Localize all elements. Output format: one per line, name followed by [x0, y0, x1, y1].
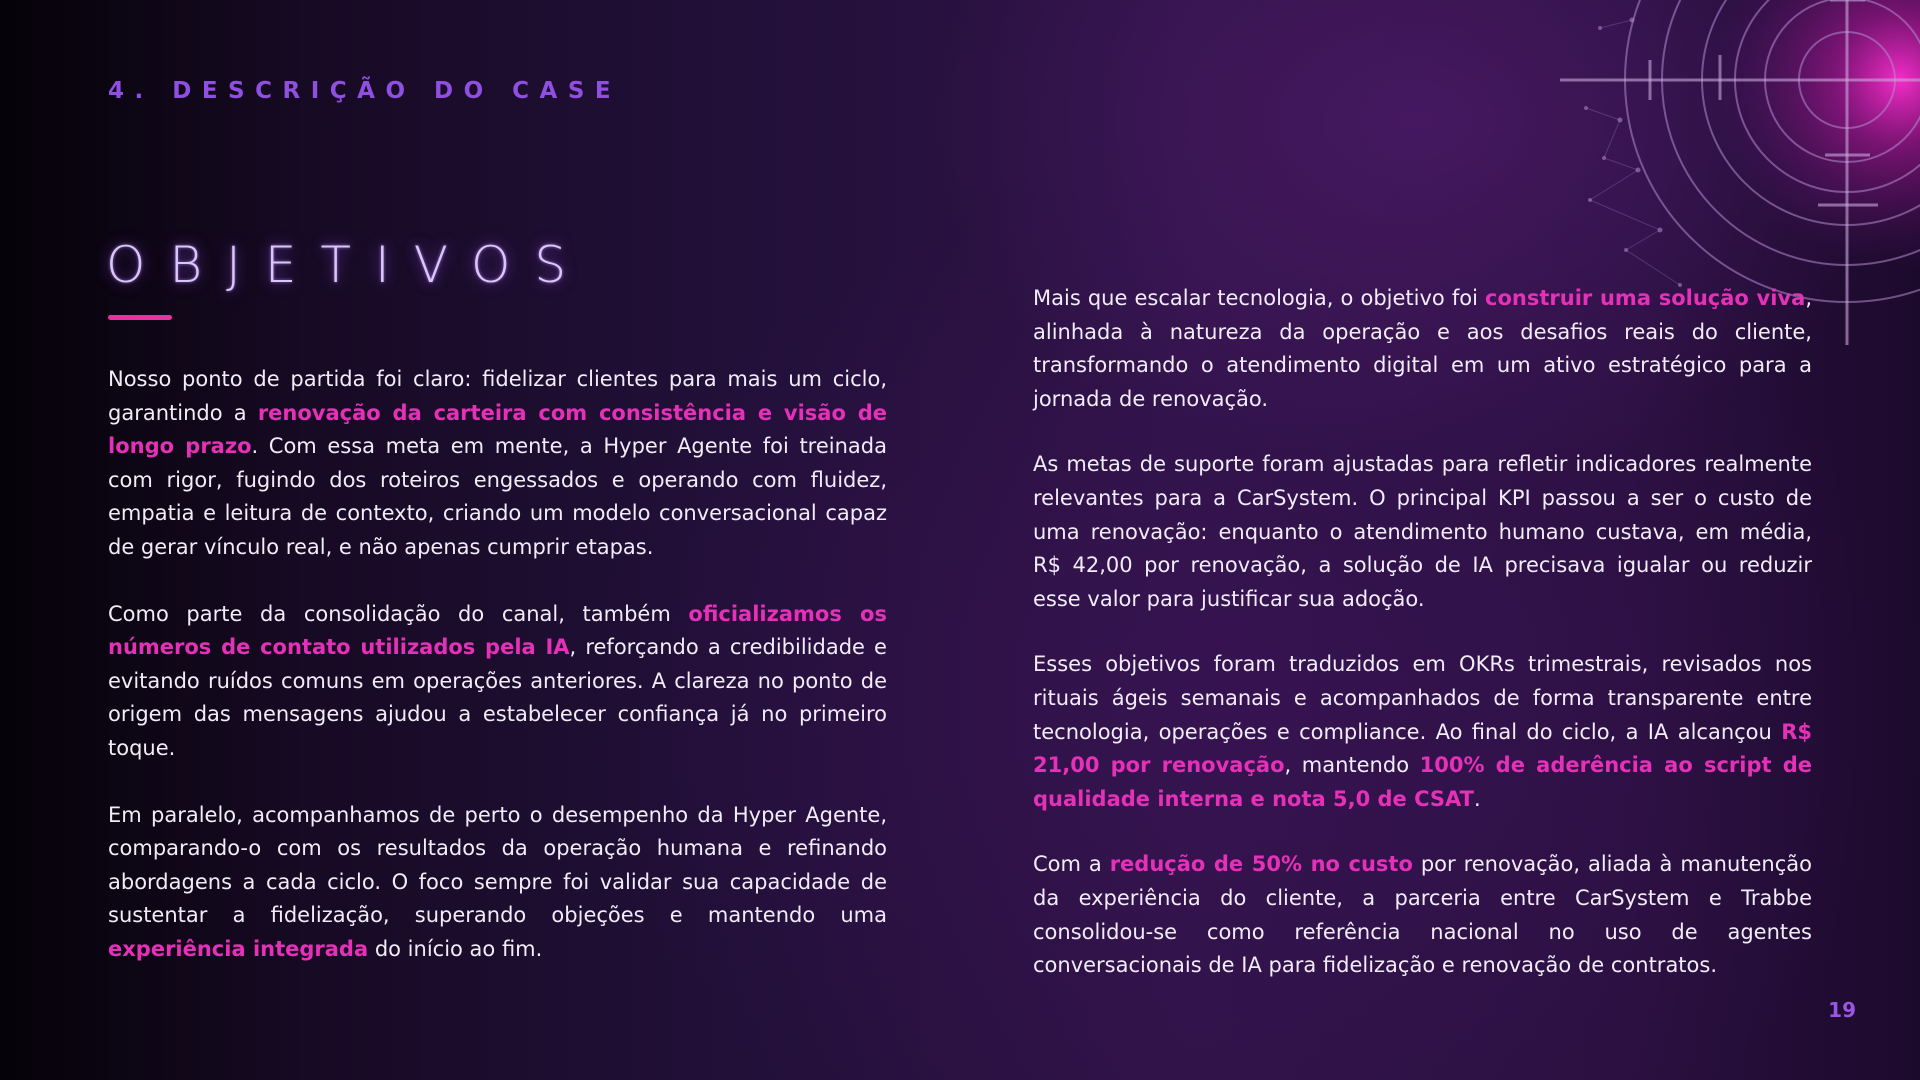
page-title: OBJETIVOS: [106, 236, 591, 294]
body-text: , reforçando a credibilidade e evitando ruídos comuns em operações anteriores. A clareza no ponto de origem das mensagens ajudou a estabelecer confiança já no primeiro toque.: [108, 635, 887, 760]
left-column: [108, 363, 887, 967]
highlight-text: oficializamos os números de contato utilizados pela IA: [108, 601, 887, 660]
section-label: 4. DESCRIÇÃO DO CASE: [108, 78, 622, 104]
highlight-text: R$ 21,00 por renovação: [1033, 719, 1812, 778]
body-text: do início ao fim.: [368, 936, 543, 961]
body-text: . Com essa meta em mente, a Hyper Agente foi treinada com rigor, fugindo dos roteiros engessados e operando com fluidez, empatia e leitura de contexto, criando um modelo conversacional capaz de gerar vínculo real, e não apenas cumprir etapas.: [108, 434, 887, 559]
body-text: Como parte da consolidação do canal, também: [108, 601, 689, 626]
paragraph: [108, 363, 887, 565]
body-text: , mantendo: [1284, 753, 1420, 778]
highlight-text: construir uma solução viva: [1485, 286, 1806, 310]
paragraph: [1033, 282, 1812, 416]
paragraph: [108, 799, 887, 967]
paragraph: [1033, 648, 1812, 816]
body-text: , alinhada à natureza da operação e aos desafios reais do cliente, transformando o atendimento digital em um ativo estratégico para a jornada de renovação.: [1033, 286, 1812, 411]
paragraph: [1033, 448, 1812, 616]
right-column: [1033, 282, 1812, 983]
highlight-text: redução de 50% no custo: [1109, 852, 1413, 877]
highlight-text: experiência integrada: [108, 936, 369, 961]
title-underline: [108, 315, 172, 320]
highlight-text: renovação da carteira com consistência e visão de longo prazo: [108, 400, 888, 459]
paragraph: [1033, 848, 1812, 982]
body-text: Nosso ponto de partida foi claro: fidelizar clientes para mais um ciclo, garantindo a: [108, 367, 887, 425]
body-text: As metas de suporte foram ajustadas para refletir indicadores realmente relevantes para a CarSystem. O principal KPI passou a ser o custo de uma renovação: enquanto o atendimento humano custava, em média, R$ 42,00 por renovação, a solução de IA precisava igualar ou reduzir esse valor para justificar sua adoção.: [1033, 452, 1812, 611]
body-text: Mais que escalar tecnologia, o objetivo foi: [1033, 286, 1486, 310]
body-text: Em paralelo, acompanhamos de perto o desempenho da Hyper Agente, comparando-o com os resultados da operação humana e refinando abordagens a cada ciclo. O foco sempre foi validar sua capacidade de sustentar a fidelização, superando objeções e mantendo uma: [108, 802, 887, 928]
highlight-text: 100% de aderência ao script de qualidade interna e nota 5,0 de CSAT: [1033, 753, 1813, 811]
body-text: por renovação, aliada à manutenção da experiência do cliente, a parceria entre CarSystem e Trabbe consolidou-se como referência nacional no uso de agentes conversacionais de IA para fidelização e renovação de contratos.: [1033, 852, 1812, 978]
body-text: Esses objetivos foram traduzidos em OKRs trimestrais, revisados nos rituais ágeis semanais e acompanhados de forma transparente entre tecnologia, operações e compliance. Ao final do ciclo, a IA alcançou: [1033, 652, 1812, 744]
page-number: 19: [1828, 998, 1856, 1022]
body-text: .: [1473, 786, 1481, 811]
paragraph: [108, 598, 887, 766]
body-text: Com a: [1033, 852, 1110, 877]
